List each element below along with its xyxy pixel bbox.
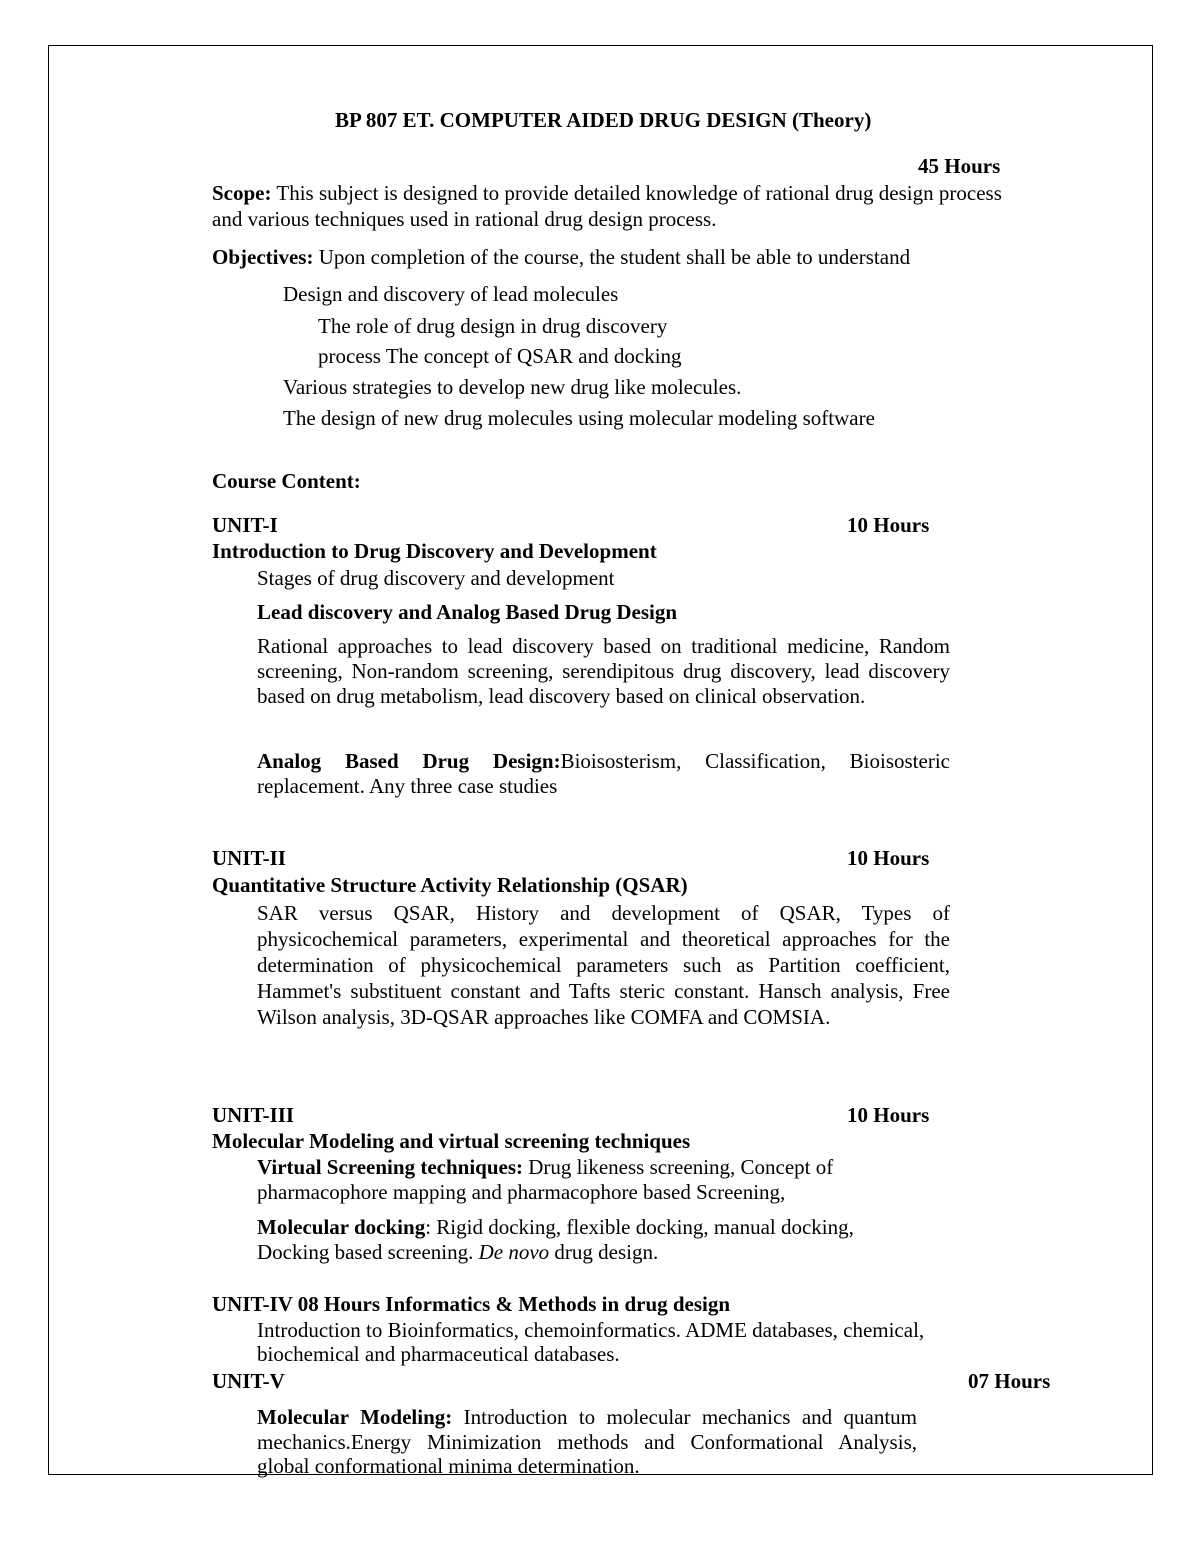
analog-text: Bioisosterism, Classification, Bioisosteric replacement. Any three case studies bbox=[257, 749, 950, 798]
unit1-paragraph: Rational approaches to lead discovery based on traditional medicine, Random screening, Non-random screening, serendipitous drug discovery, lead discovery based on drug metabolism, lead discovery based on clinical observation. bbox=[257, 634, 950, 708]
course-content-heading: Course Content: bbox=[212, 469, 361, 493]
objective-item: The role of drug design in drug discovery bbox=[318, 314, 668, 338]
unit2-label: UNIT-II bbox=[212, 846, 286, 870]
unit3-hours: 10 Hours bbox=[847, 1103, 930, 1127]
scope-paragraph bbox=[212, 180, 1032, 232]
objective-item: Various strategies to develop new drug like molecules. bbox=[283, 375, 742, 399]
unit1-label: UNIT-I bbox=[212, 513, 278, 537]
objective-item: process The concept of QSAR and docking bbox=[318, 344, 682, 368]
unit3-heading: Molecular Modeling and virtual screening techniques bbox=[212, 1129, 691, 1153]
unit3-virtual-screening bbox=[257, 1155, 917, 1205]
mm-text: Introduction to molecular mechanics and quantum mechanics.Energy Minimization methods and Conformational Analysis, global conformational minima determination. bbox=[257, 1405, 917, 1478]
objectives-label: Objectives: bbox=[212, 245, 314, 269]
md-italic: De novo bbox=[478, 1240, 550, 1264]
unit2-paragraph: SAR versus QSAR, History and development of QSAR, Types of physicochemical parameters, experimental and theoretical approaches for the determination of physicochemical parameters such as Partition coefficient, Hammet's substituent constant and Tafts steric constant. Hansch analysis, Free Wilson analysis, 3D-QSAR approaches like COMFA and COMSIA. bbox=[257, 901, 950, 1029]
vs-text: Drug likeness screening, Concept of pharmacophore mapping and pharmacophore based Screening, bbox=[257, 1155, 834, 1204]
unit5-paragraph bbox=[257, 1405, 917, 1479]
scope-text: This subject is designed to provide detailed knowledge of rational drug design process and various techniques used in rational drug design process. bbox=[212, 181, 1002, 231]
unit1-hours: 10 Hours bbox=[847, 513, 930, 537]
unit2-heading: Quantitative Structure Activity Relationship (QSAR) bbox=[212, 873, 688, 897]
unit1-heading: Introduction to Drug Discovery and Development bbox=[212, 539, 657, 563]
analog-label: Analog Based Drug Design: bbox=[257, 749, 561, 773]
unit4-heading: UNIT-IV 08 Hours Informatics & Methods in drug design bbox=[212, 1292, 731, 1316]
unit5-hours: 07 Hours bbox=[968, 1369, 1051, 1393]
mm-label: Molecular Modeling: bbox=[257, 1405, 453, 1429]
unit3-molecular-docking bbox=[257, 1215, 857, 1265]
md-text: : Rigid docking, flexible docking, manual docking, Docking based screening. bbox=[257, 1215, 854, 1264]
vs-label: Virtual Screening techniques: bbox=[257, 1155, 523, 1179]
objectives-text: Upon completion of the course, the student shall be able to understand bbox=[313, 245, 911, 269]
objective-item: Design and discovery of lead molecules bbox=[283, 282, 619, 306]
md-tail: drug design. bbox=[549, 1240, 659, 1264]
course-title: BP 807 ET. COMPUTER AIDED DRUG DESIGN (Theory) bbox=[335, 108, 872, 132]
unit2-hours: 10 Hours bbox=[847, 846, 930, 870]
total-hours: 45 Hours bbox=[918, 154, 1001, 178]
unit3-label: UNIT-III bbox=[212, 1103, 295, 1127]
scope-label: Scope: bbox=[212, 181, 272, 205]
objective-item: The design of new drug molecules using molecular modeling software bbox=[283, 406, 875, 430]
md-label: Molecular docking bbox=[257, 1215, 426, 1239]
unit1-stages: Stages of drug discovery and development bbox=[257, 566, 615, 590]
unit1-subheading: Lead discovery and Analog Based Drug Design bbox=[257, 600, 678, 624]
unit1-analog-paragraph bbox=[257, 749, 950, 799]
unit4-paragraph: Introduction to Bioinformatics, chemoinformatics. ADME databases, chemical, biochemical and pharmaceutical databases. bbox=[257, 1318, 925, 1366]
objectives-paragraph bbox=[212, 245, 910, 270]
unit5-label: UNIT-V bbox=[212, 1369, 285, 1393]
